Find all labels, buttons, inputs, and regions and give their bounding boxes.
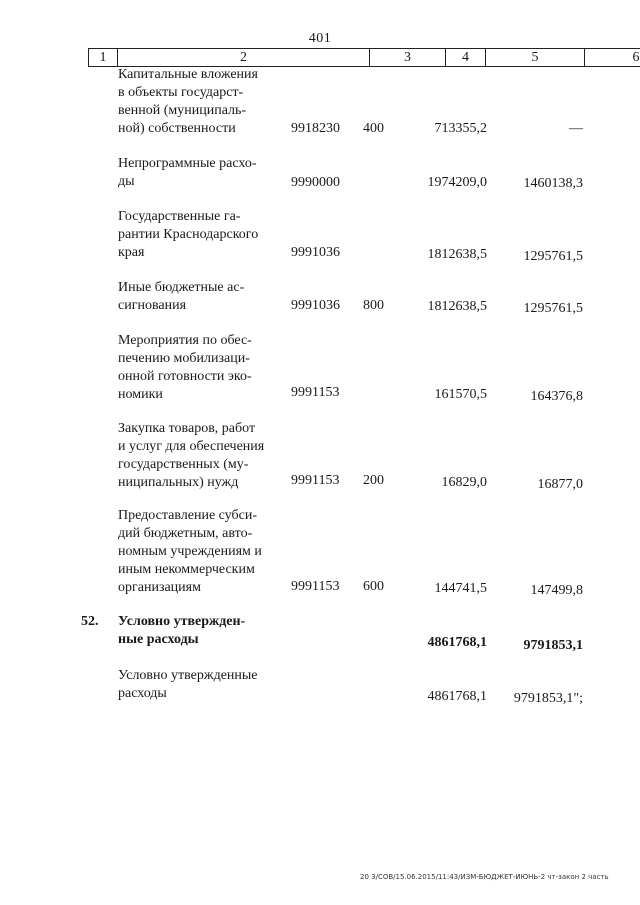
row-code: 9990000 <box>291 175 340 190</box>
row-value-6: 1295761,5 <box>523 249 583 264</box>
row-value-6: 164376,8 <box>530 389 583 404</box>
row-description: Закупка товаров, работ и услуг для обеспечения государственных (му- ниципальных) нужд <box>118 421 265 490</box>
row-code: 9991036 <box>291 245 340 260</box>
row-group: 200 <box>363 473 384 488</box>
row-value-5: 1812638,5 <box>427 247 487 262</box>
row-description: Государственные га- рантии Краснодарского края <box>118 209 259 260</box>
row-value-5: 1812638,5 <box>427 299 487 314</box>
row-value-6: — <box>569 121 583 136</box>
row-value-6: 147499,8 <box>530 583 583 598</box>
page-number: 401 <box>308 31 332 46</box>
row-value-5: 144741,5 <box>434 581 487 596</box>
row-description: Условно утвержденные расходы <box>118 668 258 701</box>
row-code: 9991036 <box>291 298 340 313</box>
row-value-6: 1460138,3 <box>523 176 583 191</box>
row-value-6: 1295761,5 <box>523 301 583 316</box>
row-index: 52. <box>81 614 99 629</box>
row-value-5: 4861768,1 <box>427 635 487 650</box>
row-value-5: 16829,0 <box>441 475 487 490</box>
row-code: 9991153 <box>291 473 340 488</box>
header-col-3: 3 <box>369 48 446 67</box>
row-value-5: 1974209,0 <box>427 175 487 190</box>
row-description: Предоставление субси- дий бюджетным, авто- номным учреждениям и иным некоммерческим организациям <box>118 508 262 595</box>
row-code: 9991153 <box>291 579 340 594</box>
table-header <box>88 48 640 67</box>
header-col-1: 1 <box>88 48 118 67</box>
row-group: 400 <box>363 121 384 136</box>
row-code: 9991153 <box>291 385 340 400</box>
header-col-2: 2 <box>117 48 370 67</box>
header-col-5: 5 <box>485 48 585 67</box>
row-description: Капитальные вложения в объекты государст- венной (муниципаль- ной) собственности <box>118 67 258 136</box>
header-col-6: 6 <box>584 48 640 67</box>
row-description: Мероприятия по обес- печению мобилизаци- онной готовности эко- номики <box>118 333 252 402</box>
row-value-6: 16877,0 <box>537 477 583 492</box>
row-description: Непрограммные расхо- ды <box>118 156 257 189</box>
row-description: Условно утвержден- ные расходы <box>118 614 246 647</box>
row-code: 9918230 <box>291 121 340 136</box>
row-value-6: 9791853,1"; <box>513 691 583 706</box>
row-value-5: 4861768,1 <box>427 689 487 704</box>
row-value-5: 713355,2 <box>434 121 487 136</box>
row-group: 800 <box>363 298 384 313</box>
document-footer: 20 3/СОВ/15.06.2015/11:43/ИЗМ-БЮДЖЕТ-ИЮНЬ-2 чт-закон 2 часть <box>360 873 609 881</box>
row-value-6: 9791853,1 <box>523 638 583 653</box>
row-group: 600 <box>363 579 384 594</box>
row-description: Иные бюджетные ас- сигнования <box>118 280 245 313</box>
header-col-4: 4 <box>445 48 486 67</box>
row-value-5: 161570,5 <box>434 387 487 402</box>
